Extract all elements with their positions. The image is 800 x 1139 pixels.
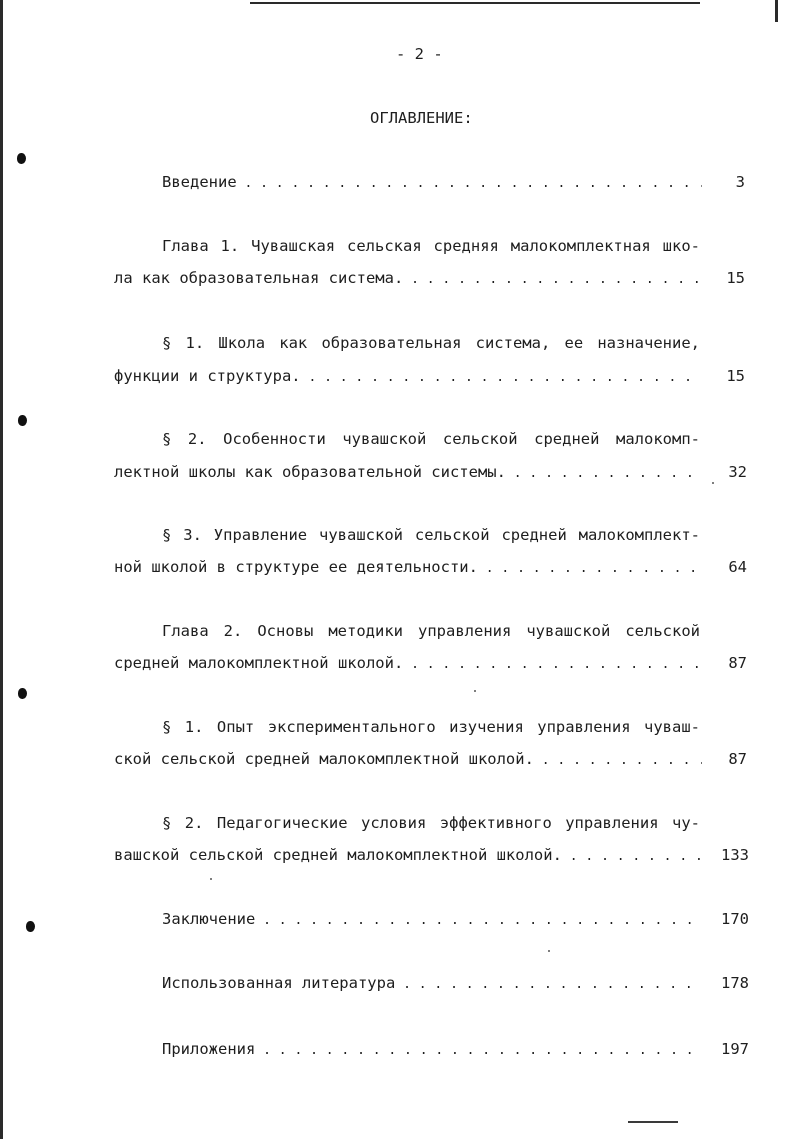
toc-entry-label: Заключение . . . xyxy=(162,909,702,931)
toc-page-number: 15 xyxy=(726,269,745,287)
page-number: - 2 - xyxy=(396,45,443,63)
toc-entry-section-2-1-title[interactable]: § 1. Опыт экспериментального изучения управления чуваш- xyxy=(162,718,700,736)
scan-speck xyxy=(474,690,476,692)
toc-entry-label: средней малокомплектной школой. . . . xyxy=(114,653,702,675)
toc-entry-chapter-2[interactable] xyxy=(114,653,702,673)
punch-hole-mark xyxy=(26,921,35,932)
scan-speck xyxy=(548,950,550,952)
punch-hole-mark xyxy=(17,153,26,164)
toc-page-number: 15 xyxy=(726,367,745,385)
toc-entry-introduction[interactable] xyxy=(162,172,702,192)
scan-border-left xyxy=(0,0,3,1139)
page-title: ОГЛАВЛЕНИЕ: xyxy=(370,109,473,127)
toc-entry-label: ской сельской средней малокомплектной школой. . . . xyxy=(114,749,702,771)
toc-page-number: 32 xyxy=(728,463,747,481)
toc-entry-label: Приложения . . . xyxy=(162,1039,702,1061)
scan-mark-bottom xyxy=(628,1121,678,1123)
toc-page-number: 178 xyxy=(721,974,749,992)
toc-entry-chapter-1-title[interactable]: Глава 1. Чувашская сельская средняя малокомплектная шко- xyxy=(162,237,700,255)
punch-hole-mark xyxy=(18,415,27,426)
toc-entry-bibliography[interactable] xyxy=(162,973,702,993)
toc-entry-label: ной школой в структуре ее деятельности. . . . xyxy=(114,557,702,579)
toc-entry-section-2-2[interactable] xyxy=(114,845,712,865)
toc-page-number: 87 xyxy=(728,654,747,672)
toc-entry-section-1-3[interactable] xyxy=(114,557,702,577)
toc-page-number: 87 xyxy=(728,750,747,768)
toc-entry-label: Введение . . . xyxy=(162,172,702,194)
toc-page-number: 64 xyxy=(728,558,747,576)
toc-entry-chapter-1[interactable] xyxy=(114,268,702,288)
scan-speck xyxy=(210,878,212,880)
toc-page-number: 133 xyxy=(721,846,749,864)
toc-entry-label: ла как образовательная система. . . . xyxy=(114,268,702,290)
toc-page-number: 197 xyxy=(721,1040,749,1058)
toc-entry-section-1-2[interactable] xyxy=(114,462,702,482)
scan-speck xyxy=(712,482,714,484)
toc-entry-section-2-2-title[interactable]: § 2. Педагогические условия эффективного управления чу- xyxy=(162,814,700,832)
scan-border-top xyxy=(250,2,700,4)
scan-border-right xyxy=(775,0,778,22)
toc-entry-section-1-3-title[interactable]: § 3. Управление чувашской сельской средней малокомплект- xyxy=(162,526,700,544)
toc-entry-section-1-2-title[interactable]: § 2. Особенности чувашской сельской средней малокомп- xyxy=(162,430,700,448)
toc-entry-label: Использованная литература . . . xyxy=(162,973,702,995)
toc-entry-section-1-1[interactable] xyxy=(114,366,702,386)
toc-entry-appendices[interactable] xyxy=(162,1039,702,1059)
toc-entry-chapter-2-title[interactable]: Глава 2. Основы методики управления чувашской сельской xyxy=(162,622,700,640)
toc-entry-label: вашской сельской средней малокомплектной школой. . . . xyxy=(114,845,712,867)
punch-hole-mark xyxy=(18,688,27,699)
toc-entry-label: функции и структура. . . . xyxy=(114,366,702,388)
toc-entry-section-2-1[interactable] xyxy=(114,749,702,769)
toc-entry-label: лектной школы как образовательной системы. . . . xyxy=(114,462,702,484)
toc-entry-section-1-1-title[interactable]: § 1. Школа как образовательная система, ее назначение, xyxy=(162,334,700,352)
toc-entry-conclusion[interactable] xyxy=(162,909,702,929)
toc-page-number: 3 xyxy=(735,173,745,191)
toc-page-number: 170 xyxy=(721,910,749,928)
